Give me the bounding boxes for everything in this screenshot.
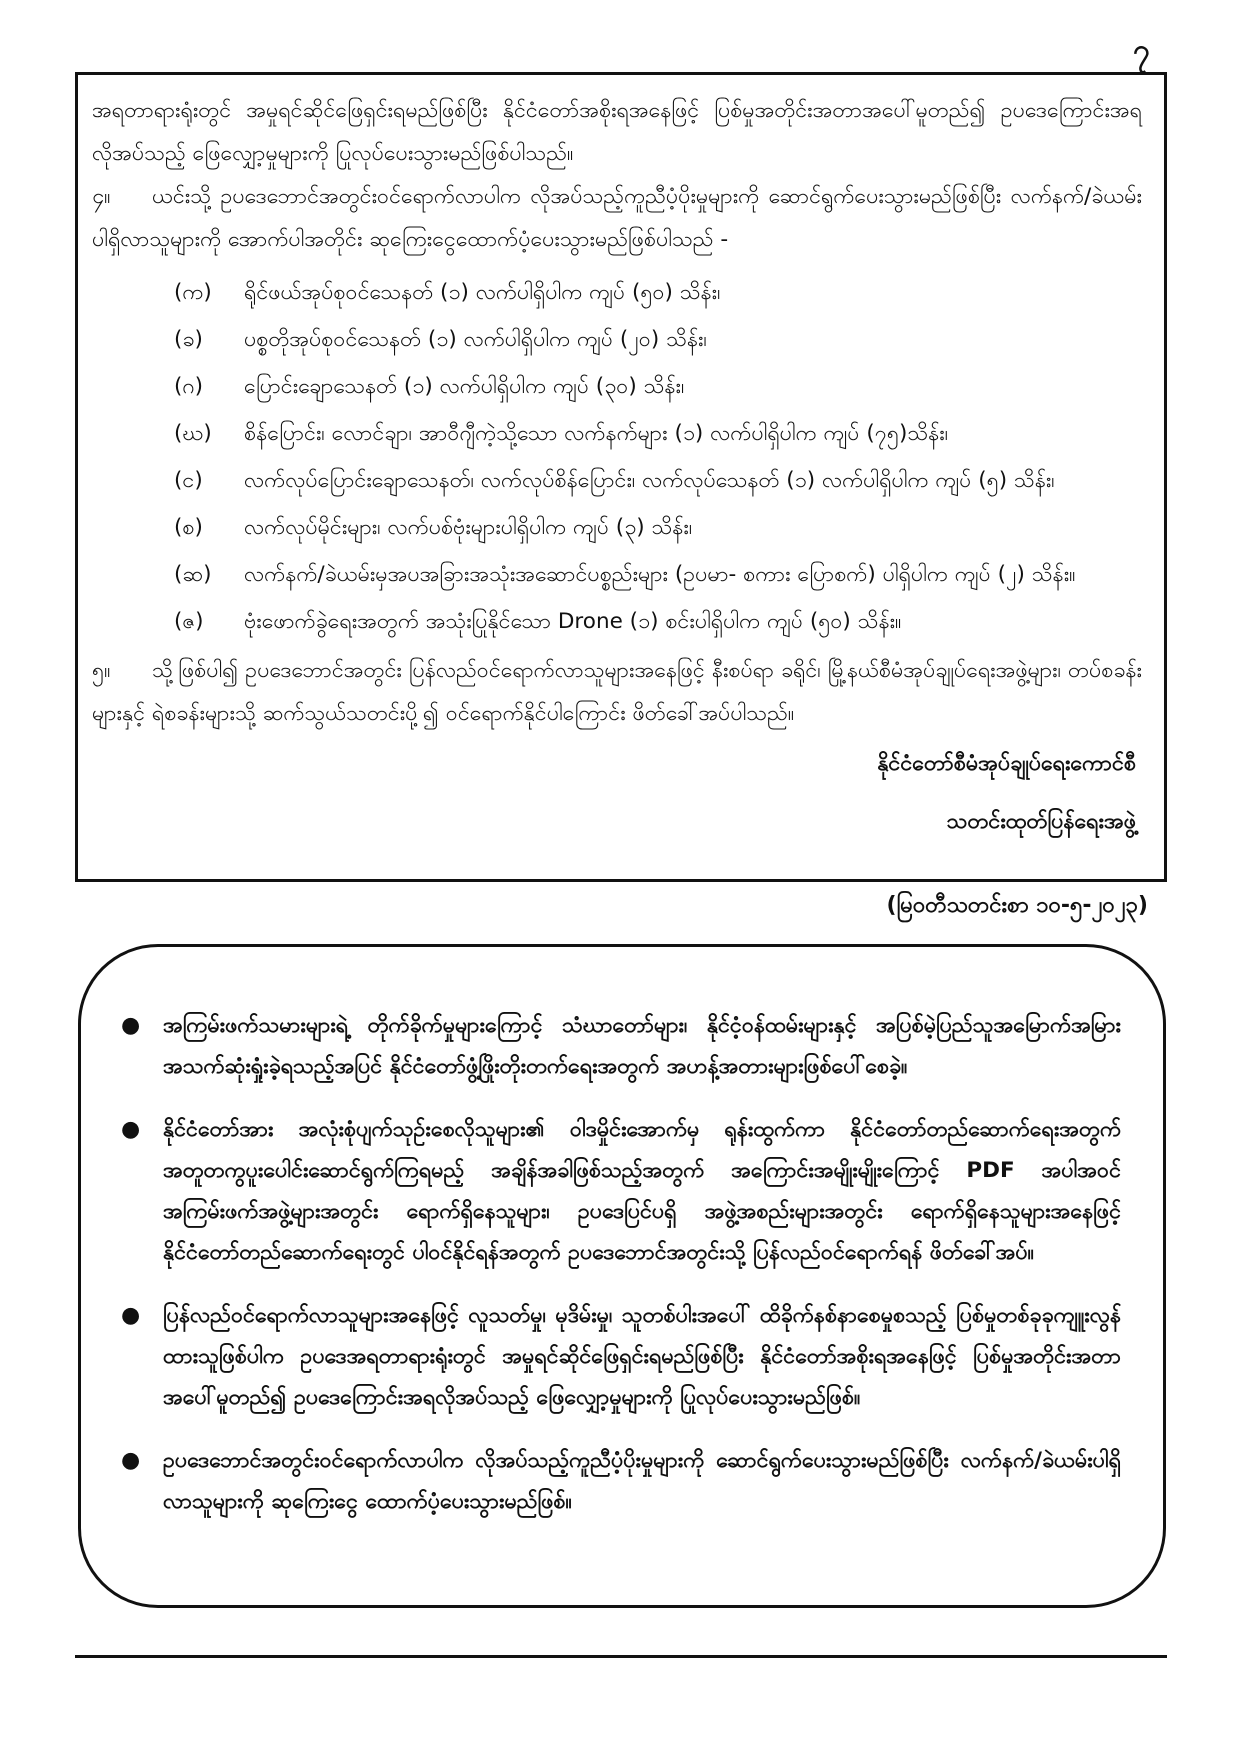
item-mark: (ဂ)	[174, 374, 204, 399]
bullet-dot-icon: ●	[121, 1448, 141, 1473]
summary-bullet	[121, 1005, 1121, 1087]
item-text: လက်လုပ်ပြောင်းချောသေနတ်၊ လက်လုပ်စိန်ပြောင်း၊ လက်လုပ်သေနတ် (၁) လက်ပါရှိပါက ကျပ် (၅) သိန်း၊	[244, 468, 1055, 493]
item-text: စိန်ပြောင်း၊ လောင်ချာ၊ အာဝီဂျီကဲ့သို့သော လက်နက်များ (၁) လက်ပါရှိပါက ကျပ် (၇၅)သိန်း၊	[244, 421, 949, 446]
item-text: ဗုံးဖောက်ခွဲရေးအတွက် အသုံးပြုနိုင်သော Drone (၁) စင်းပါရှိပါက ကျပ် (၅၀) သိန်း။	[244, 609, 902, 634]
paragraph-4-text: ယင်းသို့ ဥပဒေဘောင်အတွင်းဝင်ရောက်လာပါက လိုအပ်သည့်ကူညီပံ့ပိုးမှုများကို ဆောင်ရွက်ပေးသွားမည်ဖြစ်ပြီး လက်နက်/ခဲယမ်းပါရှိလာသူများကို အောက်ပါအတိုင်း ဆုကြေးငွေထောက်ပံ့ပေးသွားမည်ဖြစ်ပါသည် -	[92, 184, 1142, 252]
signature-line-2: သတင်းထုတ်ပြန်ရေးအဖွဲ့	[946, 809, 1136, 834]
bottom-rule	[75, 1655, 1167, 1658]
reward-item	[92, 457, 1142, 504]
source-citation: (မြဝတီသတင်းစာ ၁၀-၅-၂၀၂၃)	[886, 893, 1148, 918]
paragraph-4-number: ၄။	[92, 184, 111, 209]
reward-item	[92, 504, 1142, 551]
summary-bullet	[121, 1295, 1121, 1418]
reward-list	[92, 269, 1142, 645]
bullet-dot-icon: ●	[121, 1013, 141, 1038]
paragraph-5-text: သို့ဖြစ်ပါ၍ ဥပဒေဘောင်အတွင်း ပြန်လည်ဝင်ရောက်လာသူများအနေဖြင့် နီးစပ်ရာ ခရိုင်၊ မြို့နယ်စီမံအုပ်ချုပ်ရေးအဖွဲ့များ၊ တပ်စခန်းများနှင့် ရဲစခန်းများသို့ ဆက်သွယ်သတင်းပို့၍ ဝင်ရောက်နိုင်ပါကြောင်း ဖိတ်ခေါ်အပ်ပါသည်။	[92, 658, 1142, 726]
paragraph-4	[92, 175, 1142, 261]
item-text: ရိုင်ဖယ်အုပ်စုဝင်သေနတ် (၁) လက်ပါရှိပါက ကျပ် (၅၀) သိန်း၊	[244, 280, 721, 305]
reward-item	[92, 551, 1142, 598]
item-mark: (ဆ)	[174, 562, 212, 587]
intro-paragraph: အရတာရားရုံးတွင် အမှုရင်ဆိုင်ဖြေရှင်းရမည်ဖြစ်ပြီး နိုင်ငံတော်အစိုးရအနေဖြင့် ပြစ်မှုအတိုင်းအတာအပေါ်မူတည်၍ ဥပဒေကြောင်းအရ လိုအပ်သည့် ဖြေလျှော့မှုများကို ပြုလုပ်ပေးသွားမည်ဖြစ်ပါသည်။	[92, 98, 1142, 166]
reward-item	[92, 316, 1142, 363]
item-text: လက်လုပ်မိုင်းများ၊ လက်ပစ်ဗုံးများပါရှိပါက ကျပ် (၃) သိန်း၊	[244, 515, 693, 540]
reward-item	[92, 363, 1142, 410]
item-text: လက်နက်/ခဲယမ်းမှအပအခြားအသုံးအဆောင်ပစ္စည်းများ (ဥပမာ- စကား ပြောစက်) ပါရှိပါက ကျပ် (၂) သိန်း။	[244, 562, 1076, 587]
summary-bullet	[121, 1109, 1121, 1273]
item-mark: (င)	[174, 468, 203, 493]
bullet-text: ပြန်လည်ဝင်ရောက်လာသူများအနေဖြင့် လူသတ်မှု၊ မုဒိမ်းမှု၊ သူတစ်ပါးအပေါ် ထိခိုက်နစ်နာစေမှုစသည့် ပြစ်မှုတစ်ခုခုကျူးလွန်ထားသူဖြစ်ပါက ဥပဒေအရတာရားရုံးတွင် အမှုရင်ဆိုင်ဖြေရှင်းရမည်ဖြစ်ပြီး နိုင်ငံတော်အစိုးရအနေဖြင့် ပြစ်မှုအတိုင်းအတာအပေါ်မူတည်၍ ဥပဒေကြောင်းအရလိုအပ်သည့် ဖြေလျှော့မှုများကို ပြုလုပ်ပေးသွားမည်ဖြစ်။	[163, 1303, 1121, 1410]
bullet-text: နိုင်ငံတော်အား အလုံးစုံပျက်သုဉ်းစေလိုသူများ၏ ဝါဒမှိုင်းအောက်မှ ရုန်းထွက်ကာ နိုင်ငံတော်တည်ဆောက်ရေးအတွက် အတူတကွပူးပေါင်းဆောင်ရွက်ကြရမည့် အချိန်အခါဖြစ်သည့်အတွက် အကြောင်းအမျိုးမျိုးကြောင့် PDF အပါအဝင် အကြမ်းဖက်အဖွဲ့များအတွင်း ရောက်ရှိနေသူများ၊ ဥပဒေပြင်ပရှိ အဖွဲ့အစည်းများအတွင်း ရောက်ရှိနေသူများအနေဖြင့် နိုင်ငံတော်တည်ဆောက်ရေးတွင် ပါဝင်နိုင်ရန်အတွက် ဥပဒေဘောင်အတွင်းသို့ ပြန်လည်ဝင်ရောက်ရန် ဖိတ်ခေါ်အပ်။	[163, 1117, 1121, 1265]
item-text: ပစ္စတိုအုပ်စုဝင်သေနတ် (၁) လက်ပါရှိပါက ကျပ် (၂၀) သိန်း၊	[244, 327, 707, 352]
signature-line-1: နိုင်ငံတော်စီမံအုပ်ချုပ်ရေးကောင်စီ	[877, 751, 1136, 776]
item-mark: (က)	[174, 280, 212, 305]
page-number: ၇	[1133, 33, 1150, 68]
bullet-dot-icon: ●	[121, 1303, 141, 1328]
item-mark: (စ)	[174, 515, 203, 540]
summary-box	[78, 944, 1166, 1608]
summary-bullet	[121, 1440, 1121, 1522]
item-mark: (ဃ)	[174, 421, 212, 446]
reward-item	[92, 598, 1142, 645]
item-mark: (ခ)	[174, 327, 203, 352]
item-mark: (ဇ)	[174, 609, 204, 634]
paragraph-5-number: ၅။	[92, 658, 111, 683]
item-text: ပြောင်းချောသေနတ် (၁) လက်ပါရှိပါက ကျပ် (၃၀) သိန်း၊	[244, 374, 685, 399]
bullet-dot-icon: ●	[121, 1117, 141, 1142]
bullet-text: အကြမ်းဖက်သမားများရဲ့ တိုက်ခိုက်မှုများကြောင့် သံဃာတော်များ၊ နိုင်ငံ့ဝန်ထမ်းများနှင့် အပြစ်မဲ့ပြည်သူအမြောက်အမြား အသက်ဆုံးရှုံးခဲ့ရသည့်အပြင် နိုင်ငံတော်ဖွံ့ဖြိုးတိုးတက်ရေးအတွက် အဟန့်အတားများဖြစ်ပေါ်စေခဲ့။	[163, 1013, 1121, 1079]
paragraph-5	[92, 649, 1142, 735]
reward-item	[92, 410, 1142, 457]
reward-item	[92, 269, 1142, 316]
signature-block	[92, 735, 1142, 851]
bullet-text: ဥပဒေဘောင်အတွင်းဝင်ရောက်လာပါက လိုအပ်သည့်ကူညီပံ့ပိုးမှုများကို ဆောင်ရွက်ပေးသွားမည်ဖြစ်ပြီး လက်နက်/ခဲယမ်းပါရှိလာသူများကို ဆုကြေးငွေ ထောက်ပံ့ပေးသွားမည်ဖြစ်။	[163, 1448, 1121, 1514]
announcement-frame	[75, 72, 1167, 882]
